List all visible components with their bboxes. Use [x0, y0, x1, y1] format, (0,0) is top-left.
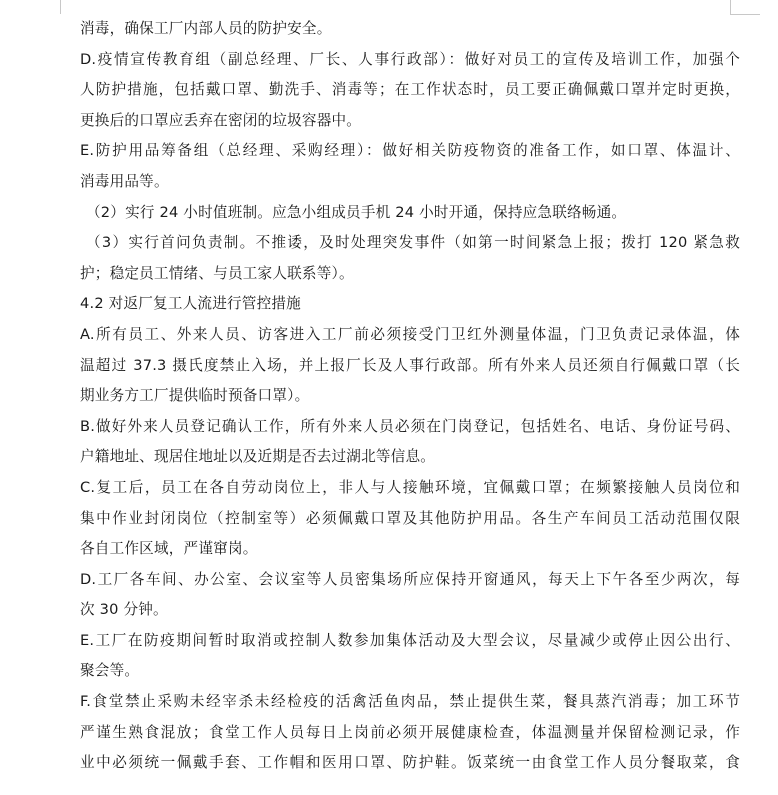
text-line: D.工厂各车间、办公室、会议室等人员密集场所应保持开窗通风，每天上下午各至少两次，每 — [80, 570, 740, 588]
text-line: B.做好外来人员登记确认工作，所有外来人员必须在门岗登记，包括姓名、电话、身份证号码、 — [80, 417, 740, 435]
text-line: 期业务方工厂提供临时预备口罩）。 — [80, 387, 310, 405]
text-line: 严谨生熟食混放；食堂工作人员每日上岗前必须开展健康检查，体温测量并保留检测记录，作 — [80, 723, 740, 741]
text-line: 业中必须统一佩戴手套、工作帽和医用口罩、防护鞋。饭菜统一由食堂工作人员分餐取菜，食 — [80, 754, 740, 772]
text-line: C.复工后，员工在各自劳动岗位上，非人与人接触环境，宜佩戴口罩；在频繁接触人员岗位和 — [80, 478, 740, 496]
section-heading: 4.2 对返厂复工人流进行管控措施 — [80, 295, 301, 313]
text-line: A.所有员工、外来人员、访客进入工厂前必须接受门卫红外测量体温，门卫负责记录体温，体 — [80, 325, 740, 343]
text-line: 集中作业封闭岗位（控制室等）必须佩戴口罩及其他防护用品。各生产车间员工活动范围仅限 — [80, 509, 740, 527]
text-line: （2）实行 24 小时值班制。应急小组成员手机 24 小时开通，保持应急联络畅通。 — [86, 203, 627, 221]
margin-crop-mark-right — [730, 0, 731, 14]
text-line: 消毒用品等。 — [80, 172, 169, 190]
document-body — [80, 14, 740, 779]
margin-crop-mark-left — [60, 0, 61, 14]
text-line: 更换后的口罩应丢弃在密闭的垃圾容器中。 — [80, 111, 362, 129]
text-line: （3）实行首问负责制。不推诿，及时处理突发事件（如第一时间紧急上报；拨打 120 紧急救 — [86, 234, 740, 252]
text-line: E.防护用品筹备组（总经理、采购经理）：做好相关防疫物资的准备工作，如口罩、体温计、 — [80, 142, 740, 160]
text-line: 消毒，确保工厂内部人员的防护安全。 — [80, 20, 332, 37]
text-line: 护；稳定员工情绪、与员工家人联系等）。 — [80, 264, 354, 282]
text-line: 各自工作区域，严谨窜岗。 — [80, 540, 258, 558]
text-line: E.工厂在防疫期间暂时取消或控制人数参加集体活动及大型会议，尽量减少或停止因公出行、 — [80, 631, 740, 649]
text-line: 户籍地址、现居住地址以及近期是否去过湖北等信息。 — [80, 448, 436, 466]
text-line: F.食堂禁止采购未经宰杀未经检疫的活禽活鱼肉品，禁止提供生菜，餐具蒸汽消毒；加工环节 — [80, 693, 740, 711]
text-line: 人防护措施，包括戴口罩、勤洗手、消毒等；在工作状态时，员工要正确佩戴口罩并定时更换， — [80, 81, 740, 99]
text-line: 聚会等。 — [80, 662, 140, 680]
text-line: 温超过 37.3 摄氏度禁止入场，并上报厂长及人事行政部。所有外来人员还须自行佩戴口罩（长 — [80, 356, 740, 374]
text-line: D.疫情宣传教育组（副总经理、厂长、人事行政部）：做好对员工的宣传及培训工作，加强个 — [80, 50, 740, 68]
text-line: 次 30 分钟。 — [80, 601, 168, 619]
